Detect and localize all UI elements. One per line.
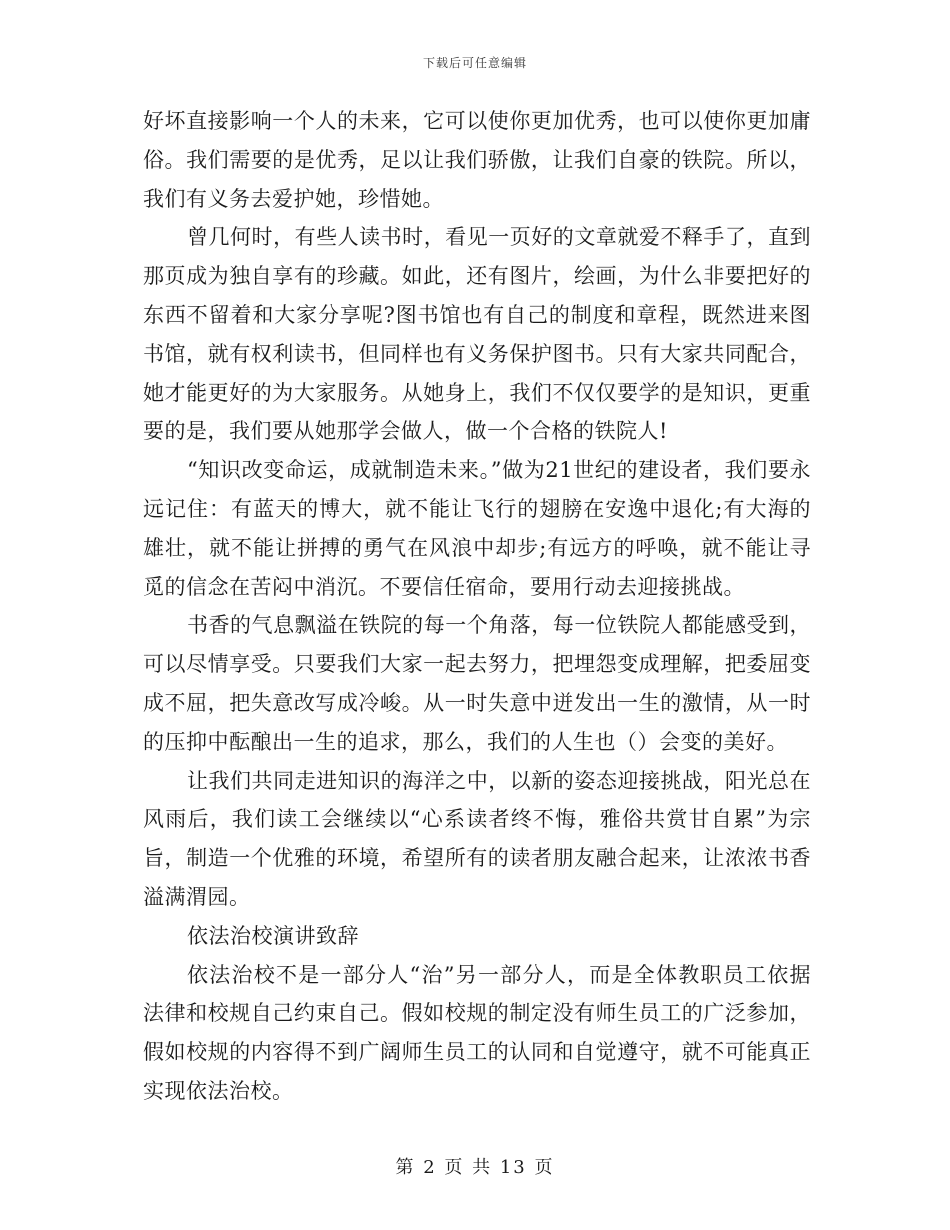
paragraph-closing: 让我们共同走进知识的海洋之中，以新的姿态迎接挑战，阳光总在风雨后，我们读工会继续以“心系读者终不悔，雅俗共赏甘自累”为宗旨，制造一个优雅的环境，希望所有的读者朋友融合起来，让浓浓书香溢满渭园。	[143, 768, 811, 909]
paragraph-knowledge-destiny: “知识改变命运，成就制造未来。”做为21世纪的建设者，我们要永远记住：有蓝天的博大，就不能让飞行的翅膀在安逸中退化;有大海的雄壮，就不能让拼搏的勇气在风浪中却步;有远方的呼唤，就不能让寻觅的信念在苦闷中消沉。不要信任宿命，要用行动去迎接挑战。	[143, 458, 811, 599]
paragraph-library-sharing: 曾几何时，有些人读书时，看见一页好的文章就爱不释手了，直到那页成为独自享有的珍藏。如此，还有图片，绘画，为什么非要把好的东西不留着和大家分享呢?图书馆也有自己的制度和章程，既然进来图书馆，就有权利读书，但同样也有义务保护图书。只有大家共同配合，她才能更好的为大家服务。从她身上，我们不仅仅要学的是知识，更重要的是，我们要从她那学会做人，做一个合格的铁院人!	[143, 225, 811, 444]
paragraph-continuation: 好坏直接影响一个人的未来，它可以使你更加优秀，也可以使你更加庸俗。我们需要的是优秀，足以让我们骄傲，让我们自豪的铁院。所以，我们有义务去爱护她，珍惜她。	[143, 109, 811, 211]
section-title: 依法治校演讲致辞	[187, 923, 359, 948]
document-body	[143, 102, 811, 1111]
paragraph-book-fragrance: 书香的气息飘溢在铁院的每一个角落，每一位铁院人都能感受到，可以尽情享受。只要我们大家一起去努力，把埋怨变成理解，把委屈变成不屈，把失意改写成冷峻。从一时失意中迸发出一生的激情，从一时的压抑中酝酿出一生的追求，那么，我们的人生也（）会变的美好。	[143, 613, 811, 754]
page-number-footer: 第 2 页 共 13 页	[395, 1157, 555, 1178]
page-header: 下载后可任意编辑	[422, 56, 527, 70]
paragraph-rule-of-law: 依法治校不是一部分人“治”另一部分人，而是全体教职员工依据法律和校规自己约束自己。假如校规的制定没有师生员工的广泛参加，假如校规的内容得不到广阔师生员工的认同和自觉遵守，就不可能真正实现依法治校。	[143, 962, 811, 1103]
